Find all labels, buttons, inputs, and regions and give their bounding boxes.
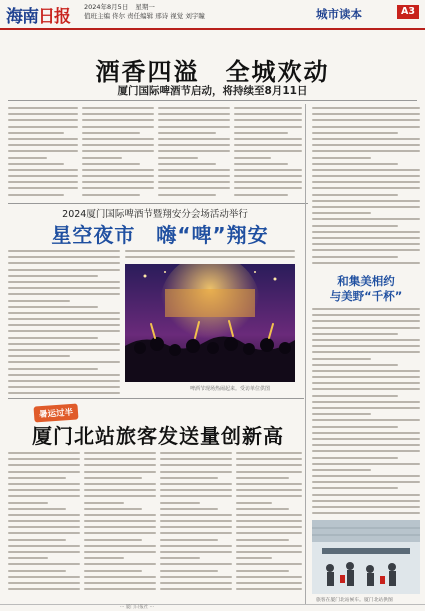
divider [8, 203, 308, 204]
body-text-line [82, 150, 154, 152]
body-text-line [8, 495, 80, 497]
body-text-line [236, 551, 302, 553]
body-text-line [8, 318, 120, 320]
body-text-line [158, 126, 230, 128]
body-text-line [234, 138, 302, 140]
festival-crowd-image [125, 264, 295, 382]
body-text-line [8, 452, 80, 454]
body-text-line [236, 545, 302, 547]
story3-column-3 [160, 452, 232, 594]
body-text-line [8, 477, 66, 479]
body-text-line [84, 532, 156, 534]
body-text-line [312, 308, 420, 310]
body-text-line [8, 576, 80, 578]
body-text-line [312, 345, 420, 347]
body-text-line [8, 126, 78, 128]
body-text-line [312, 358, 371, 360]
body-text-line [234, 175, 302, 177]
body-text-line [236, 532, 302, 534]
body-text-line [236, 502, 272, 504]
body-text-line [312, 249, 420, 251]
body-text-line [160, 483, 232, 485]
body-text-line [312, 487, 398, 489]
body-text-line [160, 551, 232, 553]
body-text-line [236, 570, 289, 572]
page-footer: ··· 厦门日报社 ··· [0, 604, 425, 611]
body-text-line [160, 458, 232, 460]
body-text-line [125, 256, 295, 258]
body-text-line [312, 432, 420, 434]
body-text-line [8, 355, 70, 357]
body-text-line [8, 514, 80, 516]
body-text-line [8, 349, 120, 351]
body-text-line [8, 181, 78, 183]
body-text-line [8, 532, 80, 534]
body-text-line [234, 144, 302, 146]
body-text-line [8, 119, 78, 121]
body-text-line [84, 570, 142, 572]
body-text-line [312, 450, 420, 452]
body-text-line [82, 126, 154, 128]
body-text-line [312, 113, 420, 115]
body-text-line [8, 287, 120, 289]
body-text-line [312, 419, 420, 421]
body-text-line [160, 570, 218, 572]
body-text-line [8, 386, 120, 388]
station-photo-caption: 旅客在厦门北站候车。厦门北站供图 [316, 598, 393, 603]
body-text-line [312, 463, 420, 465]
story3-headline: 厦门北站旅客发送量创新高 [32, 424, 284, 448]
body-text-line [236, 588, 302, 590]
body-text-line [236, 539, 289, 541]
body-text-line [8, 187, 78, 189]
issue-date: 2024年8月5日 [84, 3, 129, 11]
body-text-line [160, 526, 232, 528]
body-text-line [312, 382, 420, 384]
sidebar-headline-line2: 与美野“千杯” [329, 289, 403, 303]
body-text-line [160, 557, 200, 559]
story1-subheadline: 厦门国际啤酒节启动，将持续至8月11日 [117, 85, 308, 97]
body-text-line [8, 464, 80, 466]
body-text-line [312, 500, 420, 502]
body-text-line [8, 563, 80, 565]
body-text-line [160, 576, 232, 578]
body-text-line [125, 250, 295, 252]
body-text-line [84, 551, 156, 553]
body-text-line [160, 545, 232, 547]
body-text-line [236, 582, 302, 584]
body-text-line [158, 107, 230, 109]
sidebar-column [312, 308, 420, 518]
body-text-line [234, 132, 288, 134]
body-text-line [84, 452, 156, 454]
body-text-line [312, 320, 420, 322]
body-text-line [8, 483, 80, 485]
body-text-line [312, 212, 371, 214]
body-text-line [312, 262, 420, 264]
body-text-line [8, 545, 80, 547]
body-text-line [236, 489, 302, 491]
body-text-line [236, 520, 302, 522]
body-text-line [160, 495, 232, 497]
body-text-line [8, 269, 120, 271]
body-text-line [236, 495, 302, 497]
festival-photo [125, 264, 295, 382]
body-text-line [312, 150, 420, 152]
body-text-line [82, 187, 154, 189]
body-text-line [312, 401, 420, 403]
body-text-line [234, 163, 288, 165]
body-text-line [160, 477, 218, 479]
body-text-line [312, 187, 420, 189]
body-text-line [312, 163, 398, 165]
story1-column-5 [312, 107, 420, 268]
body-text-line [160, 471, 232, 473]
body-text-line [8, 144, 78, 146]
body-text-line [236, 458, 302, 460]
body-text-line [312, 175, 420, 177]
body-text-line [312, 169, 420, 171]
body-text-line [234, 157, 271, 159]
body-text-line [312, 181, 420, 183]
body-text-line [8, 324, 120, 326]
body-text-line [8, 502, 48, 504]
body-text-line [236, 471, 302, 473]
body-text-line [82, 181, 154, 183]
station-photo [312, 520, 420, 594]
body-text-line [8, 262, 120, 264]
body-text-line [312, 237, 420, 239]
body-text-line [312, 351, 420, 353]
body-text-line [160, 539, 218, 541]
body-text-line [84, 477, 142, 479]
body-text-line [84, 458, 156, 460]
sidebar-headline-line1: 和集美相约 [337, 274, 395, 288]
body-text-line [8, 570, 66, 572]
body-text-line [82, 119, 154, 121]
body-text-line [312, 469, 371, 471]
body-text-line [312, 376, 420, 378]
body-text-line [160, 508, 218, 510]
story2-kicker: 2024厦门国际啤酒节暨翔安分会场活动举行 [62, 209, 248, 220]
body-text-line [160, 520, 232, 522]
body-text-line [158, 138, 230, 140]
body-text-line [84, 545, 156, 547]
body-text-line [312, 457, 398, 459]
body-text-line [312, 218, 420, 220]
body-text-line [84, 526, 156, 528]
body-text-line [84, 495, 156, 497]
body-text-line [236, 483, 302, 485]
body-text-line [312, 388, 420, 390]
body-text-line [236, 576, 302, 578]
body-text-line [84, 471, 156, 473]
body-text-line [8, 489, 80, 491]
story1-headline: 酒香四溢 全城欢动 [95, 58, 330, 86]
body-text-line [84, 576, 156, 578]
body-text-line [8, 306, 98, 308]
body-text-line [312, 370, 420, 372]
body-text-line [158, 175, 230, 177]
body-text-line [8, 107, 78, 109]
body-text-line [160, 464, 232, 466]
body-text-line [312, 194, 398, 196]
body-text-line [84, 520, 156, 522]
body-text-line [8, 138, 78, 140]
body-text-line [234, 169, 302, 171]
body-text-line [158, 194, 216, 196]
body-text-line [8, 132, 64, 134]
body-text-line [312, 126, 420, 128]
masthead-meta [84, 3, 205, 21]
body-text-line [8, 250, 120, 252]
body-text-line [8, 113, 78, 115]
body-text-line [234, 119, 302, 121]
body-text-line [160, 489, 232, 491]
body-text-line [312, 339, 420, 341]
body-text-line [84, 508, 142, 510]
body-text-line [82, 144, 154, 146]
body-text-line [160, 502, 200, 504]
body-text-line [84, 514, 156, 516]
body-text-line [158, 119, 230, 121]
story3-column-1 [8, 452, 80, 594]
body-text-line [82, 157, 122, 159]
body-text-line [8, 169, 78, 171]
body-text-line [236, 563, 302, 565]
body-text-line [312, 157, 371, 159]
body-text-line [82, 138, 154, 140]
body-text-line [312, 512, 420, 514]
body-text-line [234, 150, 302, 152]
newspaper-logo [6, 2, 70, 27]
column-divider [305, 104, 306, 604]
body-text-line [84, 539, 142, 541]
body-text-line [236, 526, 302, 528]
body-text-line [312, 243, 420, 245]
body-text-line [312, 231, 420, 233]
story3-column-4 [236, 452, 302, 594]
story1-column-1 [8, 107, 78, 200]
body-text-line [8, 588, 80, 590]
body-text-line [8, 343, 120, 345]
body-text-line [8, 557, 48, 559]
body-text-line [8, 194, 64, 196]
body-text-line [8, 526, 80, 528]
body-text-line [84, 582, 156, 584]
body-text-line [312, 144, 420, 146]
body-text-line [84, 464, 156, 466]
body-text-line [8, 508, 66, 510]
body-text-line [8, 281, 120, 283]
station-hall-image [312, 520, 420, 594]
story1-column-3 [158, 107, 230, 200]
body-text-line [234, 194, 288, 196]
logo-accent: 日报 [38, 7, 70, 27]
body-text-line [312, 395, 398, 397]
body-text-line [8, 300, 70, 302]
story3-column-2 [84, 452, 156, 594]
body-text-line [236, 477, 289, 479]
body-text-line [312, 119, 420, 121]
body-text-line [8, 551, 80, 553]
body-text-line [312, 256, 398, 258]
body-text-line [158, 169, 230, 171]
body-text-line [158, 150, 230, 152]
story2-column-2-top [125, 250, 295, 262]
story2-column-1 [8, 250, 120, 399]
body-text-line [312, 444, 420, 446]
logo-main: 海南 [6, 7, 38, 27]
body-text-line [312, 225, 398, 227]
body-text-line [160, 563, 232, 565]
body-text-line [312, 413, 371, 415]
issue-weekday: 星期一 [135, 3, 155, 11]
body-text-line [236, 452, 302, 454]
body-text-line [8, 368, 98, 370]
story1-column-4 [234, 107, 302, 200]
body-text-line [84, 588, 156, 590]
body-text-line [8, 471, 80, 473]
body-text-line [158, 113, 230, 115]
body-text-line [312, 206, 420, 208]
body-text-line [312, 132, 398, 134]
body-text-line [160, 514, 232, 516]
body-text-line [234, 126, 302, 128]
body-text-line [82, 169, 154, 171]
body-text-line [312, 475, 420, 477]
body-text-line [8, 293, 120, 295]
body-text-line [312, 327, 420, 329]
story2-headline: 星空夜市 嗨“啤”翔安 [51, 223, 269, 247]
editor-line: 值班主编 佟尔 责任编辑 邢诗 视觉 刘宇瞳 [84, 12, 205, 20]
body-text-line [84, 563, 156, 565]
body-text-line [312, 438, 420, 440]
body-text-line [312, 506, 420, 508]
body-text-line [160, 588, 232, 590]
body-text-line [234, 113, 302, 115]
body-text-line [8, 175, 78, 177]
body-text-line [8, 539, 66, 541]
divider [8, 100, 417, 101]
body-text-line [8, 256, 120, 258]
body-text-line [8, 520, 80, 522]
body-text-line [160, 582, 232, 584]
body-text-line [82, 163, 140, 165]
body-text-line [84, 489, 156, 491]
body-text-line [8, 275, 98, 277]
body-text-line [312, 138, 420, 140]
body-text-line [312, 364, 398, 366]
body-text-line [312, 481, 420, 483]
body-text-line [234, 181, 302, 183]
masthead [0, 0, 425, 30]
body-text-line [234, 187, 302, 189]
body-text-line [234, 107, 302, 109]
body-text-line [236, 514, 302, 516]
body-text-line [312, 200, 420, 202]
body-text-line [312, 426, 398, 428]
body-text-line [158, 132, 216, 134]
body-text-line [160, 452, 232, 454]
body-text-line [312, 407, 420, 409]
divider [8, 398, 304, 399]
section-title: 城市读本 [316, 7, 362, 21]
body-text-line [312, 314, 420, 316]
body-text-line [312, 107, 420, 109]
body-text-line [84, 483, 156, 485]
body-text-line [8, 312, 120, 314]
body-text-line [8, 337, 98, 339]
body-text-line [84, 502, 124, 504]
page-number-badge: A3 [397, 5, 419, 19]
body-text-line [160, 532, 232, 534]
sidebar-headline [312, 274, 420, 304]
body-text-line [8, 163, 64, 165]
body-text-line [312, 333, 398, 335]
body-text-line [158, 181, 230, 183]
body-text-line [8, 582, 80, 584]
body-text-line [82, 194, 140, 196]
body-text-line [158, 144, 230, 146]
body-text-line [82, 175, 154, 177]
body-text-line [82, 113, 154, 115]
body-text-line [8, 361, 120, 363]
body-text-line [236, 557, 272, 559]
story1-column-2 [82, 107, 154, 200]
body-text-line [8, 150, 78, 152]
body-text-line [8, 157, 47, 159]
body-text-line [158, 157, 198, 159]
body-text-line [8, 380, 120, 382]
body-text-line [84, 557, 124, 559]
body-text-line [158, 163, 216, 165]
festival-photo-caption: 啤酒节现场热闹起来。受访单位供图 [190, 386, 271, 392]
body-text-line [8, 330, 120, 332]
body-text-line [8, 392, 120, 394]
body-text-line [8, 458, 80, 460]
body-text-line [236, 464, 302, 466]
body-text-line [82, 107, 154, 109]
story3-tag: 暑运过半 [33, 403, 78, 422]
body-text-line [8, 374, 120, 376]
body-text-line [82, 132, 140, 134]
body-text-line [158, 187, 230, 189]
body-text-line [312, 494, 420, 496]
body-text-line [236, 508, 289, 510]
